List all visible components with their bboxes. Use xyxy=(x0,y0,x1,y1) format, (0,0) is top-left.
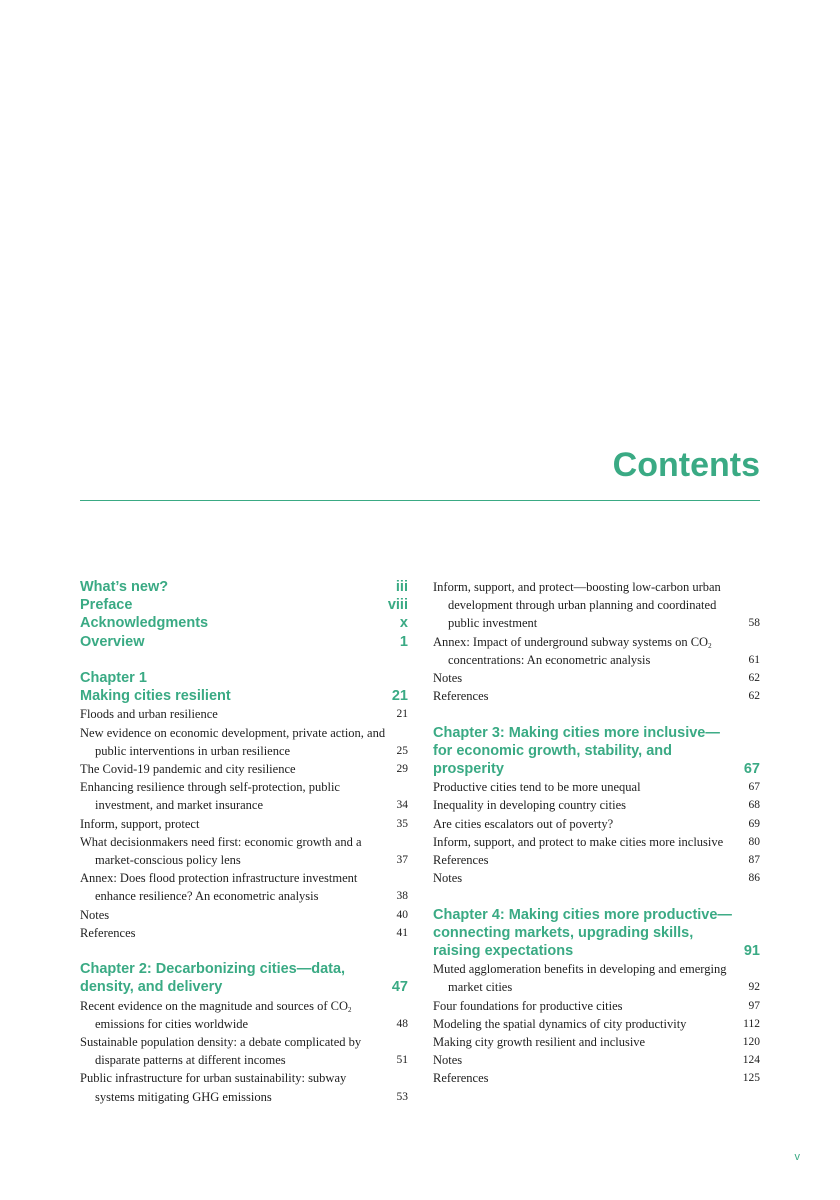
toc-entry-page: 80 xyxy=(748,835,760,848)
toc-front-label: Acknowledgments xyxy=(80,615,209,632)
toc-entry-page: 125 xyxy=(742,1072,760,1085)
toc-entry-text-part: concentrations: An econometric analysis xyxy=(448,652,651,667)
toc-entry-text: Public infrastructure for urban sustainability: subway systems mitigating GHG emissions xyxy=(80,1071,347,1104)
toc-entry-text: New evidence on economic development, private action, and public interventions in urban resilience xyxy=(80,725,386,758)
chapter-title: Chapter 3: Making cities more inclusive—for economic growth, stability, and prosperity xyxy=(433,724,720,778)
toc-entry[interactable] xyxy=(433,578,760,633)
toc-entry[interactable] xyxy=(80,869,408,905)
toc-entry[interactable] xyxy=(433,1015,760,1033)
toc-front-page: viii xyxy=(387,597,408,614)
toc-entry-text xyxy=(80,997,389,1033)
toc-front-item[interactable] xyxy=(80,578,408,596)
spacer xyxy=(433,887,760,905)
toc-entry[interactable] xyxy=(433,869,760,887)
chapter-1-heading[interactable] xyxy=(80,687,408,705)
toc-entry[interactable] xyxy=(433,851,760,869)
toc-entry[interactable] xyxy=(80,724,408,760)
toc-entry[interactable] xyxy=(80,1033,408,1069)
toc-entry-text: Modeling the spatial dynamics of city productivity xyxy=(433,1016,687,1031)
toc-entry-text: What decisionmakers need first: economic growth and a market-conscious policy lens xyxy=(80,834,362,867)
toc-entry[interactable] xyxy=(433,997,760,1015)
toc-entry-page: 124 xyxy=(742,1054,760,1067)
toc-entry-text: Notes xyxy=(80,907,110,922)
toc-entry-text: Notes xyxy=(433,871,463,886)
toc-entry-text: Inform, support, protect xyxy=(80,816,200,831)
toc-front-page: 1 xyxy=(399,633,408,650)
subscript: 2 xyxy=(708,641,712,650)
toc-entry[interactable] xyxy=(433,796,760,814)
toc-entry-text: Productive cities tend to be more unequal xyxy=(433,780,641,795)
toc-entry-page: 37 xyxy=(396,853,408,866)
chapter-title: Making cities resilient xyxy=(80,688,231,705)
chapter-3-heading[interactable] xyxy=(433,724,760,779)
toc-entry-text-part: Recent evidence on the magnitude and sources of CO xyxy=(80,998,348,1013)
toc-entry-page: 25 xyxy=(396,744,408,757)
chapter-page: 67 xyxy=(743,761,760,778)
toc-entry[interactable] xyxy=(433,633,760,669)
toc-entry-text: Sustainable population density: a debate complicated by disparate patterns at different incomes xyxy=(80,1034,362,1068)
toc-entry[interactable] xyxy=(433,960,760,996)
chapter-2-heading[interactable] xyxy=(80,960,408,996)
toc-entry-page: 51 xyxy=(396,1054,408,1067)
toc-entry[interactable] xyxy=(80,778,408,814)
toc-front-item[interactable] xyxy=(80,596,408,614)
toc-entry[interactable] xyxy=(433,1051,760,1069)
toc-front-page: x xyxy=(399,615,408,632)
toc-entry-text: Annex: Does flood protection infrastructure investment enhance resilience? An econometric analysis xyxy=(80,871,358,904)
toc-front-page: iii xyxy=(395,578,408,595)
toc-entry-page: 97 xyxy=(748,999,760,1012)
toc-entry-page: 69 xyxy=(748,817,760,830)
toc-entry-text: The Covid-19 pandemic and city resilience xyxy=(80,761,296,776)
toc-entry-text: Four foundations for productive cities xyxy=(433,998,623,1013)
toc-entry-text: Are cities escalators out of poverty? xyxy=(433,816,614,831)
chapter-page: 47 xyxy=(391,979,408,996)
subscript: 2 xyxy=(347,1005,352,1014)
toc-entry-text: Inequality in developing country cities xyxy=(433,798,627,813)
toc-entry-text-part: Annex: Impact of underground subway systems on CO xyxy=(433,634,709,649)
toc-entry-text: Muted agglomeration benefits in developing and emerging market cities xyxy=(433,962,727,995)
toc-entry[interactable] xyxy=(433,815,760,833)
toc-entry[interactable] xyxy=(80,906,408,924)
chapter-page: 91 xyxy=(743,943,760,960)
toc-entry-page: 48 xyxy=(396,1017,408,1030)
toc-front-label: Preface xyxy=(80,597,133,614)
toc-entry-page: 58 xyxy=(748,617,760,630)
toc-entry-page: 29 xyxy=(396,762,408,775)
toc-entry-text-part: emissions for cities worldwide xyxy=(95,1016,249,1031)
spacer xyxy=(80,651,408,669)
toc-entry-text: Inform, support, and protect to make cities more inclusive xyxy=(433,834,724,849)
toc-entry[interactable] xyxy=(80,833,408,869)
toc-entry-page: 53 xyxy=(396,1090,408,1103)
toc-entry-page: 40 xyxy=(396,908,408,921)
toc-entry-page: 61 xyxy=(748,653,760,666)
spacer xyxy=(80,942,408,960)
toc-left-column xyxy=(80,578,408,1106)
toc-entry-text: References xyxy=(433,853,489,868)
toc-entry-text: Enhancing resilience through self-protection, public investment, and market insurance xyxy=(80,780,340,813)
toc-entry-page: 38 xyxy=(396,890,408,903)
chapter-1-label: Chapter 1 xyxy=(80,669,147,686)
chapter-title: Chapter 2: Decarbonizing cities—data, density, and delivery xyxy=(80,961,346,996)
toc-entry[interactable] xyxy=(433,833,760,851)
toc-entry-page: 67 xyxy=(748,781,760,794)
toc-front-item[interactable] xyxy=(80,614,408,632)
toc-front-label: What’s new? xyxy=(80,578,169,595)
toc-entry-page: 68 xyxy=(748,799,760,812)
toc-entry-page: 87 xyxy=(748,854,760,867)
title-rule xyxy=(80,500,760,501)
toc-entry-page: 41 xyxy=(396,926,408,939)
toc-entry-page: 34 xyxy=(396,799,408,812)
toc-entry-text xyxy=(433,633,741,669)
toc-entry-text: Making city growth resilient and inclusive xyxy=(433,1035,646,1050)
toc-entry-page: 92 xyxy=(748,981,760,994)
toc-entry-text: References xyxy=(433,689,489,704)
toc-entry[interactable] xyxy=(80,760,408,778)
toc-entry[interactable] xyxy=(80,924,408,942)
toc-entry-text: Notes xyxy=(433,1053,463,1068)
toc-entry[interactable] xyxy=(80,997,408,1033)
toc-entry[interactable] xyxy=(433,1069,760,1087)
spacer xyxy=(433,705,760,723)
toc-entry-page: 112 xyxy=(743,1017,760,1030)
page-title: Contents xyxy=(612,446,760,484)
toc-entry[interactable] xyxy=(80,705,408,723)
toc-entry[interactable] xyxy=(80,1069,408,1105)
toc-entry[interactable] xyxy=(433,778,760,796)
toc-entry[interactable] xyxy=(80,815,408,833)
toc-right-column xyxy=(433,578,760,1088)
chapter-page: 21 xyxy=(391,688,408,705)
toc-front-item[interactable] xyxy=(80,633,408,651)
toc-entry[interactable] xyxy=(433,1033,760,1051)
toc-entry-text: Notes xyxy=(433,671,463,686)
toc-entry-page: 62 xyxy=(748,672,760,685)
toc-entry-text: References xyxy=(80,925,136,940)
chapter-title: Chapter 4: Making cities more productive—connecting markets, upgrading skills, raising expectations xyxy=(433,906,732,960)
toc-entry-page: 86 xyxy=(748,872,760,885)
toc-entry-page: 35 xyxy=(396,817,408,830)
toc-entry[interactable] xyxy=(433,669,760,687)
chapter-4-heading[interactable] xyxy=(433,906,760,961)
toc-entry-text: Inform, support, and protect—boosting low-carbon urban development through urban planning and coordinated public investment xyxy=(433,580,721,631)
toc-entry-text: References xyxy=(433,1071,489,1086)
toc-entry-page: 120 xyxy=(742,1036,760,1049)
page-number: v xyxy=(794,1151,800,1163)
toc-entry-page: 21 xyxy=(396,708,408,721)
toc-entry[interactable] xyxy=(433,687,760,705)
toc-front-label: Overview xyxy=(80,633,145,650)
toc-entry-text: Floods and urban resilience xyxy=(80,707,218,722)
toc-entry-page: 62 xyxy=(748,690,760,703)
